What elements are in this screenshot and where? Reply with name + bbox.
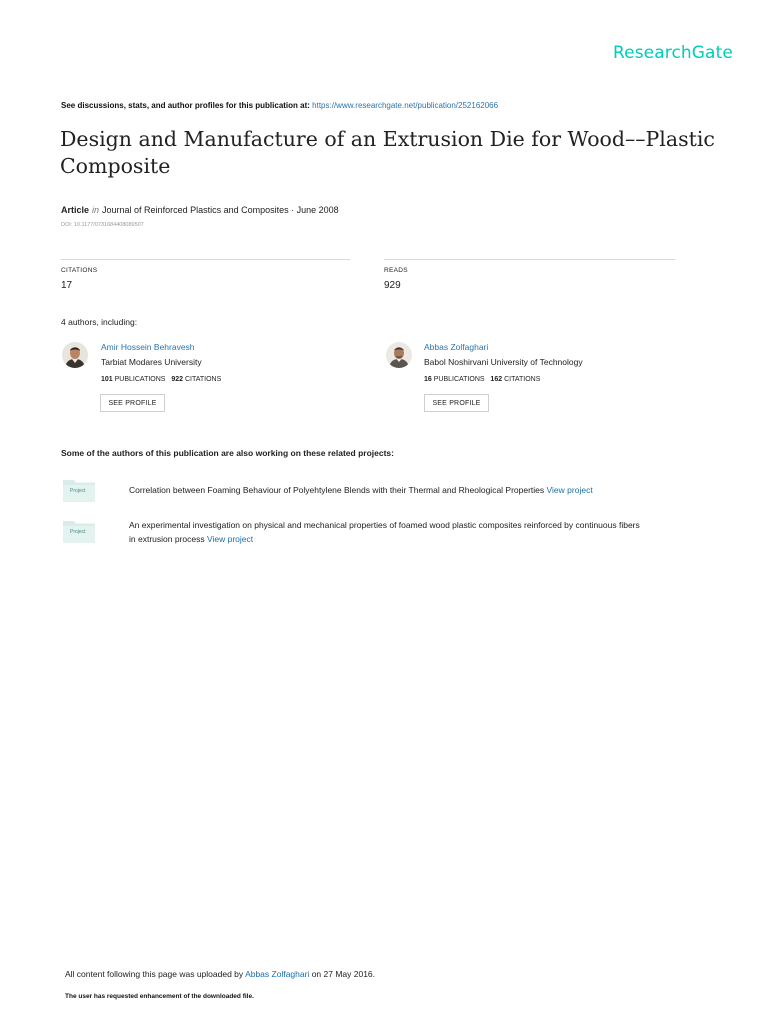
author-name-link[interactable]: Abbas Zolfaghari [424,342,489,352]
publication-type: Article [61,205,90,215]
project-item [129,483,729,497]
publications-count: 101 [101,376,113,383]
citations-value: 17 [61,280,73,291]
avatar-photo-icon [386,342,412,368]
citations-label-author: CITATIONS [184,376,222,383]
citations-label-author: CITATIONS [504,376,541,383]
project-icon-label: Project [70,488,86,494]
author-stats [101,376,221,383]
project-folder-icon[interactable] [62,518,96,544]
publications-label: PUBLICATIONS [433,376,485,383]
in-label: in [92,205,100,215]
citations-count: 162 [490,376,503,383]
upload-date: on 27 May 2016. [311,969,376,979]
author-stats [424,376,540,383]
journal-and-date: Journal of Reinforced Plastics and Composites · June 2008 [102,205,339,215]
avatar-photo-icon [62,342,88,368]
reads-value: 929 [384,280,401,291]
citations-count: 922 [171,376,183,383]
publication-url-link[interactable]: https://www.researchgate.net/publication/252162066 [312,101,499,110]
related-projects-heading: Some of the authors of this publication are also working on these related projects: [61,448,394,458]
discussions-text: See discussions, stats, and author profiles for this publication at: [61,101,313,110]
upload-prefix: All content following this page was uploaded by [65,969,244,979]
project-icon-label: Project [70,529,86,535]
project-title: An experimental investigation on physical and mechanical properties of foamed wood plastic composites reinforced by continuous fibers [129,520,640,530]
publication-title: Design and Manufacture of an Extrusion Die for Wood––Plastic Composite [60,127,715,178]
see-profile-button[interactable]: SEE PROFILE [424,394,489,412]
enhancement-note: The user has requested enhancement of the downloaded file. [65,993,254,1000]
discussions-line [61,101,498,110]
author-institution: Tarbiat Modares University [101,357,202,367]
project-title: Correlation between Foaming Behaviour of Polyehtylene Blends with their Thermal and Rheological Properties [129,485,545,495]
author-name-link[interactable]: Amir Hossein Behravesh [101,342,195,352]
project-item [129,518,729,546]
publication-meta [61,205,339,215]
publications-count: 16 [424,376,432,383]
upload-note [65,969,375,979]
author-avatar[interactable] [62,342,88,368]
project-title-continued: in extrusion process [129,534,205,544]
see-profile-button[interactable]: SEE PROFILE [100,394,165,412]
author-avatar[interactable] [386,342,412,368]
doi: DOI: 10.1177/0731684408089507 [61,222,144,228]
uploader-link[interactable]: Abbas Zolfaghari [245,969,310,979]
project-folder-icon[interactable] [62,477,96,503]
publications-label: PUBLICATIONS [114,376,166,383]
view-project-link[interactable]: View project [206,534,254,544]
citations-label: CITATIONS [61,267,98,274]
researchgate-logo[interactable]: ResearchGate [613,43,733,63]
reads-divider [384,259,675,260]
citations-divider [61,259,350,260]
author-institution: Babol Noshirvani University of Technology [424,357,583,367]
view-project-link[interactable]: View project [546,485,593,495]
authors-heading: 4 authors, including: [61,317,138,327]
reads-label: READS [384,267,408,274]
